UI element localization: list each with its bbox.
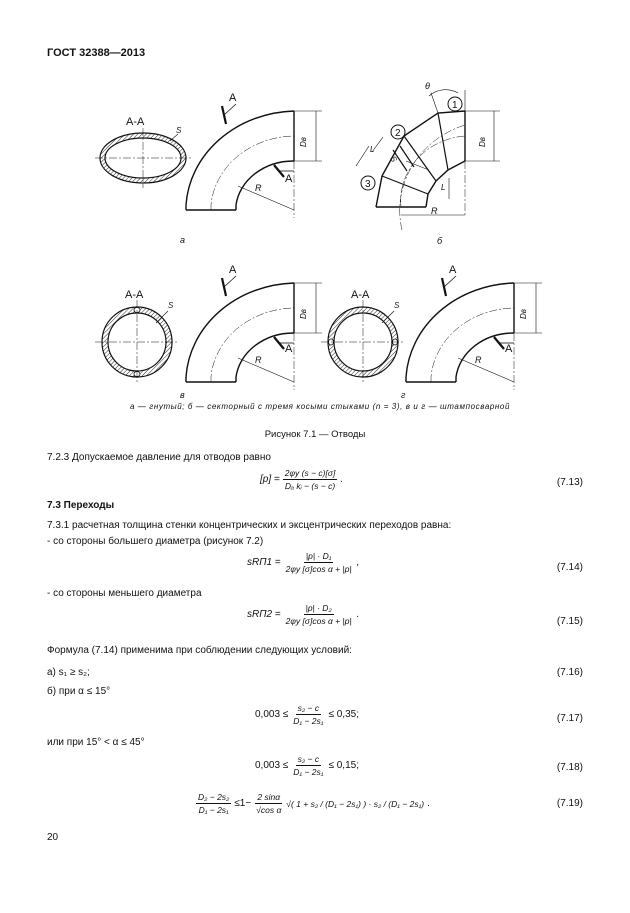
- eq-number-7-16: (7.16): [556, 667, 583, 678]
- formula-7-18-lhs: 0,003 ≤: [255, 760, 289, 771]
- formula-7-18: [255, 754, 359, 777]
- condition-or: или при 15° < α ≤ 45°: [47, 737, 145, 748]
- label-r-b: R: [431, 206, 438, 216]
- formula-7-19-radical: √( 1 + s₂ / (D₁ − 2s₁) ) · s₂ / (D₁ − 2s₁): [286, 798, 425, 809]
- label-l-b2: L: [441, 183, 446, 192]
- label-l-b1: L: [370, 145, 375, 154]
- label-section-v: А-А: [125, 289, 144, 301]
- eq-number-7-15: (7.15): [556, 616, 583, 627]
- formula-7-13-num: 2φy (s − c)[σ]: [284, 468, 336, 478]
- formula-7-19: [196, 792, 430, 815]
- eq-number-7-17: (7.17): [556, 713, 583, 724]
- formula-7-14-num: |p| · D₁: [305, 551, 332, 561]
- formula-7-13-tail: .: [340, 474, 344, 485]
- label-r-g: R: [475, 355, 482, 365]
- formula-7-15-lhs: sRП2 =: [247, 609, 281, 620]
- section-7-3-heading: 7.3 Переходы: [47, 500, 115, 511]
- formula-7-13-fraction: [283, 468, 338, 491]
- label-a-top-a: А: [229, 92, 237, 104]
- formula-7-13: [260, 468, 343, 491]
- page-number: 20: [47, 832, 59, 843]
- eq-number-7-19: (7.19): [556, 798, 583, 809]
- label-r-v: R: [255, 355, 262, 365]
- label-section-a: А-А: [126, 116, 145, 128]
- figure-caption: Рисунок 7.1 — Отводы: [264, 429, 366, 440]
- label-dv-a: Dв: [299, 137, 308, 147]
- formula-7-18-den: D₁ − 2s₁: [293, 767, 324, 777]
- label-n2-b: 2: [395, 128, 401, 139]
- formula-7-19-tail: .: [427, 798, 430, 809]
- subfigure-b: [356, 90, 500, 230]
- label-a-bottom-g: А: [505, 343, 513, 355]
- figure-7-1-drawings: [0, 0, 630, 420]
- label-dv-v: Dв: [299, 309, 308, 319]
- formula-7-14-lhs: sRП1 =: [247, 557, 281, 568]
- formula-7-14-fraction: [284, 551, 354, 574]
- label-s-g: S: [394, 301, 400, 310]
- conditions-intro: Формула (7.14) применима при соблюдении следующих условий:: [47, 645, 352, 656]
- label-dv-b: Dв: [478, 137, 487, 147]
- condition-a: а) s₁ ≥ s₂;: [47, 667, 90, 678]
- document-header: ГОСТ 32388—2013: [47, 47, 146, 59]
- label-a-top-g: А: [449, 264, 457, 276]
- label-a-bottom-a: А: [285, 173, 293, 185]
- formula-7-19-num2: 2 sinα: [257, 792, 281, 802]
- label-n3-b: 3: [365, 179, 371, 190]
- condition-b: б) при α ≤ 15°: [47, 686, 111, 697]
- para-7-3-1: 7.3.1 расчетная толщина стенки концентрических и эксцентрических переходов равна:: [47, 520, 452, 531]
- label-dv-g: Dв: [519, 309, 528, 319]
- figure-legend: а — гнутый; б — секторный с тремя косыми стыками (n = 3), в и г — штампосварной: [130, 402, 511, 411]
- subfigure-label-g: г: [401, 390, 406, 400]
- label-r-a: R: [255, 183, 262, 193]
- subfigure-label-b: б: [437, 236, 443, 246]
- subfigure-label-v: в: [180, 390, 185, 400]
- text-smaller-diameter: - со стороны меньшего диаметра: [47, 588, 202, 599]
- formula-7-17-den: D₁ − 2s₁: [293, 716, 324, 726]
- formula-7-14-den: 2φy [σ]cos α + |p|: [285, 564, 352, 574]
- formula-7-15-num: |p| · D₂: [305, 603, 332, 613]
- formula-7-15-den: 2φy [σ]cos α + |p|: [285, 616, 352, 626]
- formula-7-19-mid: ≤1−: [234, 798, 252, 809]
- formula-7-19-fraction-1: [196, 792, 231, 815]
- subfigure-label-a: а: [180, 235, 186, 245]
- label-s-v: S: [168, 301, 174, 310]
- label-theta-b: θ: [425, 81, 430, 91]
- formula-7-14: [247, 551, 359, 574]
- formula-7-17-lhs: 0,003 ≤: [255, 709, 289, 720]
- label-section-g: А-А: [351, 289, 370, 301]
- formula-7-14-tail: ,: [356, 557, 360, 568]
- formula-7-19-fraction-2: [254, 792, 283, 815]
- label-n1-b: 1: [452, 100, 458, 111]
- formula-7-15: [247, 603, 359, 626]
- formula-7-15-tail: .: [356, 609, 360, 620]
- formula-7-17: [255, 703, 359, 726]
- eq-number-7-14: (7.14): [556, 562, 583, 573]
- formula-7-13-den: Dₐ kᵢ − (s − c): [284, 481, 336, 491]
- label-a-top-v: А: [229, 264, 237, 276]
- formula-7-13-lhs: [p] =: [260, 474, 280, 485]
- eq-number-7-18: (7.18): [556, 762, 583, 773]
- formula-7-18-tail: ≤ 0,15;: [328, 760, 359, 771]
- label-s-a: S: [176, 126, 182, 135]
- subfigure-b-labels: [365, 81, 487, 246]
- formula-7-19-num1: D₂ − 2s₂: [198, 792, 230, 802]
- para-7-2-3: 7.2.3 Допускаемое давление для отводов равно: [47, 452, 271, 463]
- eq-number-7-13: (7.13): [556, 477, 583, 488]
- formula-7-15-fraction: [284, 603, 354, 626]
- label-s-b: S: [388, 154, 399, 164]
- formula-7-19-den1: D₁ − 2s₁: [198, 805, 229, 815]
- formula-7-17-tail: ≤ 0,35;: [328, 709, 359, 720]
- formula-7-17-fraction: [291, 703, 325, 726]
- formula-7-19-den2: √cos α: [256, 805, 282, 815]
- formula-7-18-fraction: [291, 754, 325, 777]
- label-a-bottom-v: А: [285, 343, 293, 355]
- formula-7-18-num: s₂ − c: [297, 754, 320, 764]
- text-larger-diameter: - со стороны большего диаметра (рисунок 7.2): [47, 536, 264, 547]
- formula-7-17-num: s₂ − c: [297, 703, 320, 713]
